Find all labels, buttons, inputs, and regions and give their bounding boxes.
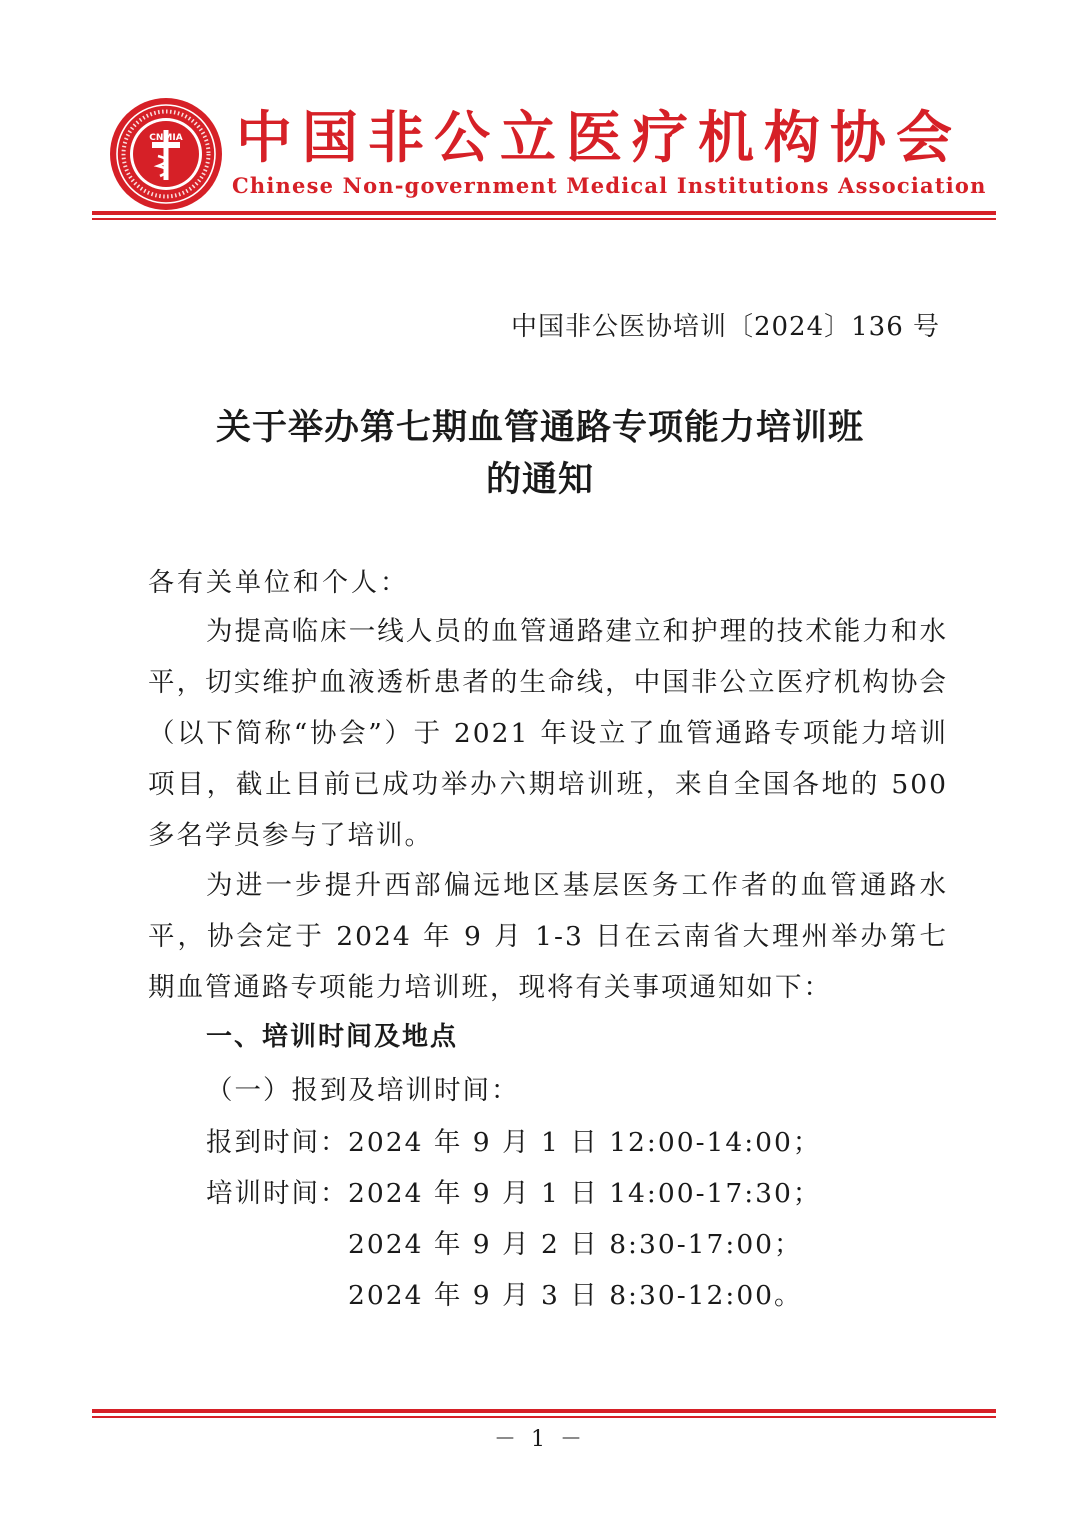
- footer-rule-thick: [92, 1409, 996, 1413]
- registration-time: 2024 年 9 月 1 日 12:00-14:00；: [348, 1127, 822, 1158]
- page-number: － 1 －: [494, 1427, 586, 1452]
- organization-name-chinese: 中国非公立医疗机构协会: [236, 106, 962, 171]
- section-heading-time-location: 一、培训时间及地点: [206, 1022, 459, 1052]
- footer-rule-thin: [92, 1416, 996, 1418]
- document-number: 中国非公医协培训〔2024〕136 号: [510, 312, 940, 342]
- paragraph-announcement: 为进一步提升西部偏远地区基层医务工作者的血管通路水平，协会定于 2024 年 9 月 1-3 日在云南省大理州举办第七期血管通路专项能力培训班，现将有关事项通知如下：: [148, 870, 948, 1003]
- document-title-line1: 关于举办第七期血管通路专项能力培训班: [215, 408, 864, 448]
- training-label: 培训时间：: [206, 1178, 349, 1209]
- training-time-day3: 2024 年 9 月 3 日 8:30-12:00。: [348, 1280, 803, 1311]
- salutation: 各有关单位和个人：: [148, 568, 410, 598]
- document-title-line2: 的通知: [485, 460, 594, 500]
- organization-name-english: Chinese Non-government Medical Institutions Association: [232, 173, 987, 198]
- training-time-day2: 2024 年 9 月 2 日 8:30-17:00；: [348, 1229, 803, 1260]
- header-rule-thin: [92, 218, 996, 220]
- registration-label: 报到时间：: [206, 1127, 349, 1158]
- training-time-day1: 2024 年 9 月 1 日 14:00-17:30；: [348, 1178, 822, 1209]
- header-rule-thick: [92, 211, 996, 215]
- association-seal-logo: [108, 96, 224, 212]
- paragraph-background: 为提高临床一线人员的血管通路建立和护理的技术能力和水平，切实维护血液透析患者的生命线，中国非公立医疗机构协会（以下简称“协会”）于 2021 年设立了血管通路专项能力培训项目，截止目前已成功举办六期培训班，来自全国各地的 500 多名学员参与了培训。: [148, 616, 948, 851]
- subsection-heading-schedule: （一）报到及培训时间：: [206, 1075, 520, 1106]
- seal-label: CNMIA: [149, 133, 183, 143]
